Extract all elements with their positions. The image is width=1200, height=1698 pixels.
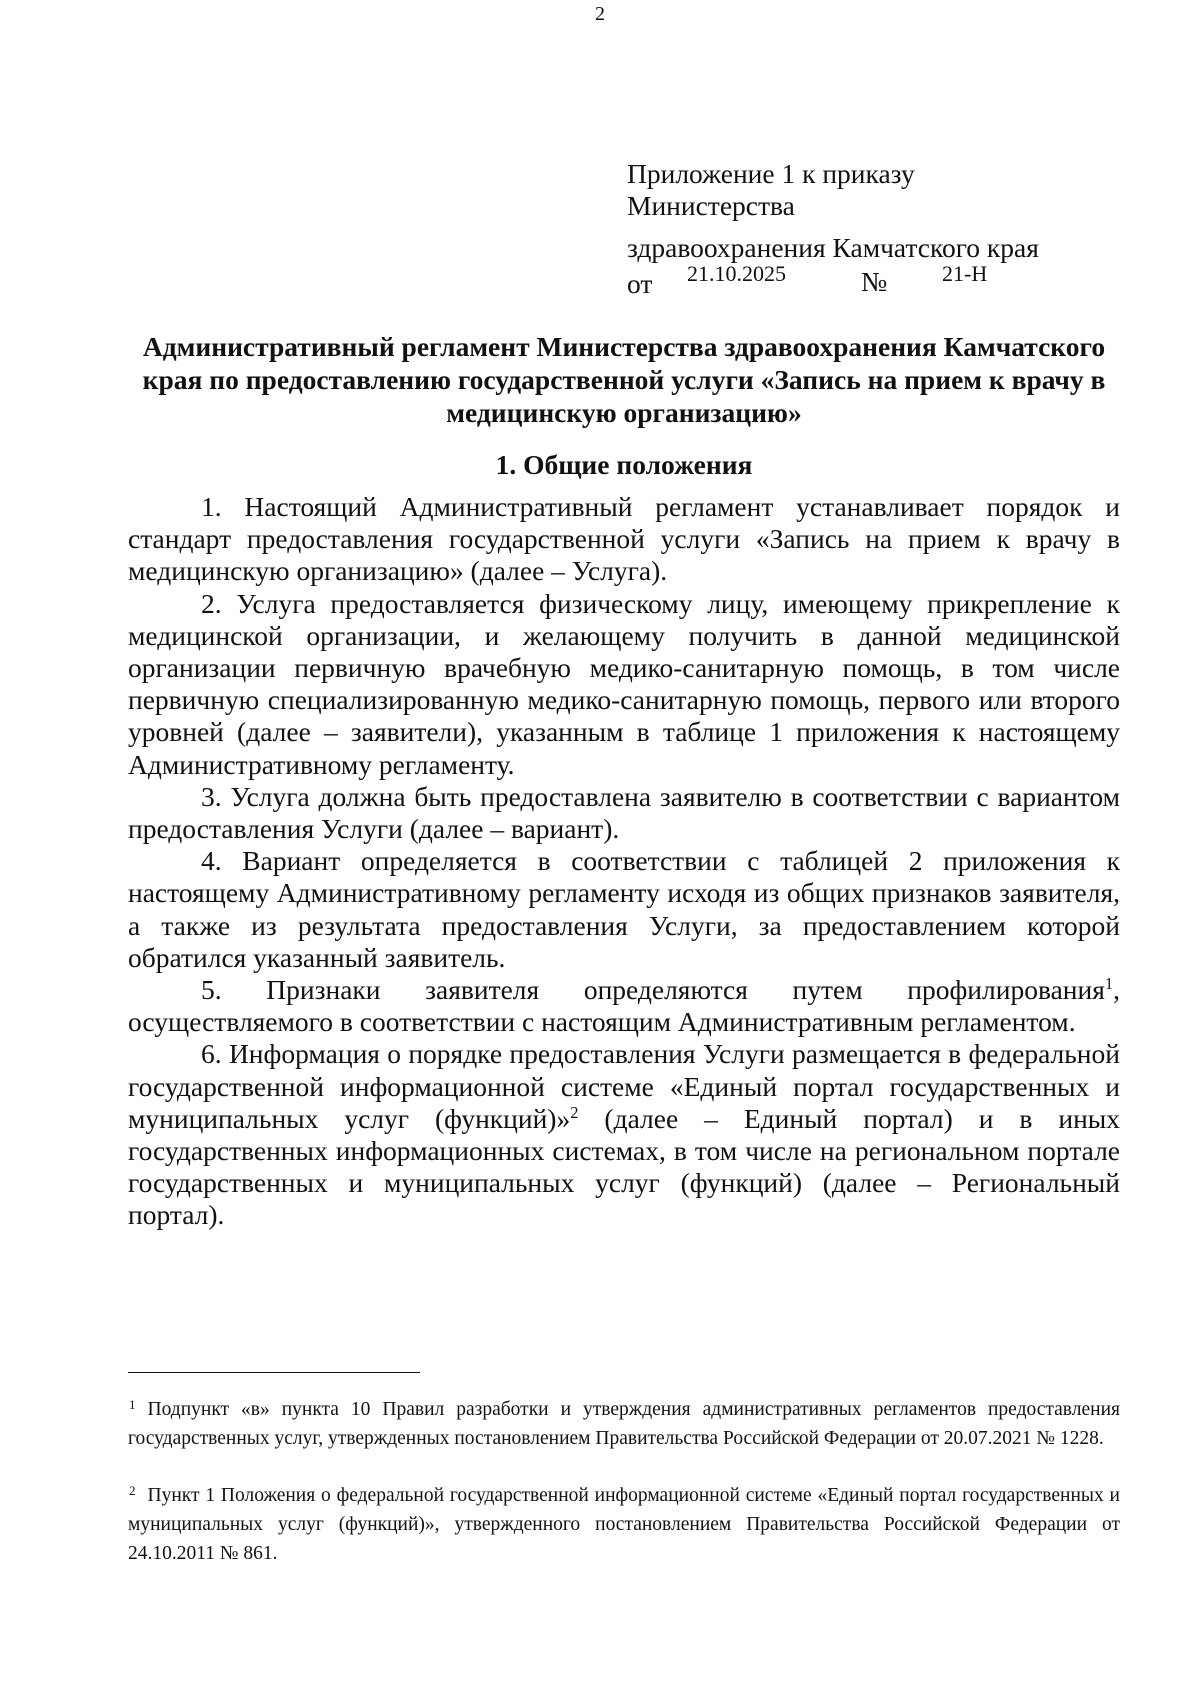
footnote-1-text: Подпункт «в» пункта 10 Правил разработки и утверждения административных регламентов предоставления государственных услуг, утвержденных постановлением Правительства Российской Федерации от 20.07.2021 № 1228. [128,1399,1120,1449]
footnotes [128,1390,1120,1591]
footnote-1-mark: 1 [129,1397,136,1412]
approval-line-3: здравоохранения Камчатского края [627,232,1039,263]
document-title: Административный регламент Министерства здравоохранения Камчатского края по предоставлению государственной услуги «Запись на прием к врачу в медицинскую организацию» [142,331,1106,428]
section-title: 1. Общие положения [495,449,753,480]
approval-line-2: Министерства [627,190,795,221]
paragraph-2: 2. Услуга предоставляется физическому лицу, имеющему прикрепление к медицинской организации, и желающему получить в данной медицинской организации первичную врачебную медико-санитарную помощь, в том числе первичную специализированную медико-санитарную помощь, первого или второго уровней (далее – заявители), указанным в таблице 1 приложения к настоящему Административному регламенту. [128,587,1120,780]
approval-from-label: от [627,268,653,299]
footnote-1 [128,1390,1120,1453]
paragraph-4: 4. Вариант определяется в соответствии с таблицей 2 приложения к настоящему Административному регламенту исходя из общих признаков заявителя, а также из результата предоставления Услуги, за предоставлением которой обратился указанный заявитель. [128,845,1120,973]
paragraph-5 [128,974,1120,1038]
footnote-ref-2: 2 [570,1102,579,1122]
footnote-2 [128,1476,1120,1568]
paragraph-5-tail: , осуществляемого в соответствии с настоящим Административным регламентом. [128,974,1120,1038]
paragraph-6-text: 6. Информация о порядке предоставления Услуги размещается в федеральной государственной информационной системе «Единый портал государственных и муниципальных услуг (функций)» [128,1038,1120,1134]
footnote-2-mark: 2 [129,1483,136,1498]
approval-date: 21.10.2025 [687,261,786,286]
section-body [128,491,1120,1232]
approval-line-1: Приложение 1 к приказу [627,158,915,189]
footnote-separator [128,1372,420,1373]
paragraph-1: 1. Настоящий Административный регламент устанавливает порядок и стандарт предоставления государственной услуги «Запись на прием к врачу в медицинскую организацию» (далее – Услуга). [128,491,1120,587]
paragraph-3: 3. Услуга должна быть предоставлена заявителю в соответствии с вариантом предоставления Услуги (далее – вариант). [128,780,1120,845]
paragraph-6 [128,1038,1120,1231]
page-number: 2 [595,3,605,25]
footnote-2-text: Пункт 1 Положения о федеральной государственной информационной системе «Единый портал государственных и муниципальных услуг (функций)», утвержденного постановлением Правительства Российской Федерации от 24.10.2011 № 861. [128,1485,1120,1564]
paragraph-5-text: 5. Признаки заявителя определяются путем профилирования [201,974,1105,1006]
paragraph-6-tail: (далее – Единый портал) и в иных государственных информационных системах, в том числе на региональном портале государственных и муниципальных услуг (функций) (далее – Региональный портал). [128,1102,1121,1231]
approval-number: 21-Н [942,261,988,286]
approval-number-sign: № [861,266,888,297]
footnote-ref-1: 1 [1104,973,1114,993]
approval-block [627,158,1087,298]
approval-date-line [627,261,1087,299]
